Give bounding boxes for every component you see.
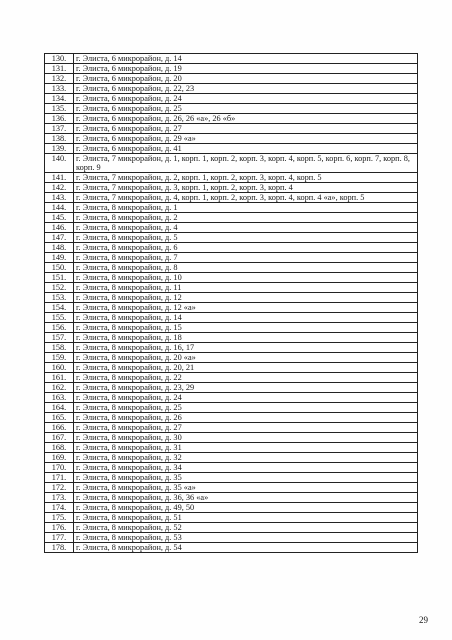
row-number: 177. — [45, 533, 74, 543]
row-address: г. Элиста, 6 микрорайон, д. 26, 26 «а», 26 «б» — [74, 114, 418, 124]
row-address: г. Элиста, 7 микрорайон, д. 4, корп. 1, корп. 2, корп. 3, корп. 4, корп. 4 «а», корп. 5 — [74, 193, 418, 203]
row-number: 162. — [45, 383, 74, 393]
row-address: г. Элиста, 8 микрорайон, д. 20 «а» — [74, 353, 418, 363]
row-number: 174. — [45, 503, 74, 513]
row-address: г. Элиста, 8 микрорайон, д. 11 — [74, 283, 418, 293]
table-row — [45, 173, 418, 183]
row-number: 167. — [45, 433, 74, 443]
row-address: г. Элиста, 8 микрорайон, д. 14 — [74, 313, 418, 323]
table-row — [45, 124, 418, 134]
table-row — [45, 243, 418, 253]
address-table — [44, 53, 418, 553]
row-address: г. Элиста, 8 микрорайон, д. 34 — [74, 463, 418, 473]
row-number: 176. — [45, 523, 74, 533]
table-row — [45, 54, 418, 64]
table-row — [45, 423, 418, 433]
row-address: г. Элиста, 8 микрорайон, д. 27 — [74, 423, 418, 433]
table-row — [45, 503, 418, 513]
row-address: г. Элиста, 8 микрорайон, д. 51 — [74, 513, 418, 523]
row-number: 159. — [45, 353, 74, 363]
row-address: г. Элиста, 8 микрорайон, д. 8 — [74, 263, 418, 273]
row-number: 148. — [45, 243, 74, 253]
table-row — [45, 353, 418, 363]
table-row — [45, 193, 418, 203]
row-number: 146. — [45, 223, 74, 233]
row-number: 137. — [45, 124, 74, 134]
row-number: 151. — [45, 273, 74, 283]
row-address: г. Элиста, 6 микрорайон, д. 24 — [74, 94, 418, 104]
row-address: г. Элиста, 8 микрорайон, д. 22 — [74, 373, 418, 383]
table-row — [45, 483, 418, 493]
row-number: 178. — [45, 543, 74, 553]
row-address: г. Элиста, 6 микрорайон, д. 20 — [74, 74, 418, 84]
row-address: г. Элиста, 8 микрорайон, д. 36, 36 «а» — [74, 493, 418, 503]
row-address: г. Элиста, 8 микрорайон, д. 24 — [74, 393, 418, 403]
row-address: г. Элиста, 8 микрорайон, д. 6 — [74, 243, 418, 253]
table-row — [45, 303, 418, 313]
table-row — [45, 293, 418, 303]
row-address: г. Элиста, 8 микрорайон, д. 26 — [74, 413, 418, 423]
row-address: г. Элиста, 6 микрорайон, д. 25 — [74, 104, 418, 114]
table-row — [45, 473, 418, 483]
row-number: 150. — [45, 263, 74, 273]
row-address: г. Элиста, 6 микрорайон, д. 14 — [74, 54, 418, 64]
row-number: 149. — [45, 253, 74, 263]
row-number: 138. — [45, 134, 74, 144]
table-row — [45, 94, 418, 104]
table-row — [45, 463, 418, 473]
table-row — [45, 213, 418, 223]
row-number: 152. — [45, 283, 74, 293]
row-number: 157. — [45, 333, 74, 343]
row-address: г. Элиста, 8 микрорайон, д. 32 — [74, 453, 418, 463]
row-address: г. Элиста, 8 микрорайон, д. 30 — [74, 433, 418, 443]
row-address: г. Элиста, 8 микрорайон, д. 15 — [74, 323, 418, 333]
row-address: г. Элиста, 8 микрорайон, д. 16, 17 — [74, 343, 418, 353]
row-number: 141. — [45, 173, 74, 183]
table-row — [45, 333, 418, 343]
row-address: г. Элиста, 8 микрорайон, д. 31 — [74, 443, 418, 453]
table-row — [45, 263, 418, 273]
table-row — [45, 393, 418, 403]
table-row — [45, 154, 418, 173]
row-number: 170. — [45, 463, 74, 473]
table-row — [45, 373, 418, 383]
row-number: 158. — [45, 343, 74, 353]
row-address: г. Элиста, 8 микрорайон, д. 25 — [74, 403, 418, 413]
row-number: 144. — [45, 203, 74, 213]
table-row — [45, 533, 418, 543]
row-address: г. Элиста, 8 микрорайон, д. 23, 29 — [74, 383, 418, 393]
row-number: 172. — [45, 483, 74, 493]
row-number: 133. — [45, 84, 74, 94]
table-row — [45, 134, 418, 144]
row-number: 135. — [45, 104, 74, 114]
row-address: г. Элиста, 8 микрорайон, д. 2 — [74, 213, 418, 223]
row-address: г. Элиста, 8 микрорайон, д. 1 — [74, 203, 418, 213]
row-address: г. Элиста, 8 микрорайон, д. 53 — [74, 533, 418, 543]
row-number: 153. — [45, 293, 74, 303]
row-number: 142. — [45, 183, 74, 193]
row-address: г. Элиста, 8 микрорайон, д. 20, 21 — [74, 363, 418, 373]
row-number: 145. — [45, 213, 74, 223]
row-number: 160. — [45, 363, 74, 373]
row-address: г. Элиста, 8 микрорайон, д. 52 — [74, 523, 418, 533]
row-number: 163. — [45, 393, 74, 403]
row-address: г. Элиста, 8 микрорайон, д. 35 — [74, 473, 418, 483]
row-number: 134. — [45, 94, 74, 104]
table-row — [45, 453, 418, 463]
page-number: 29 — [419, 615, 428, 625]
row-number: 155. — [45, 313, 74, 323]
row-address: г. Элиста, 8 микрорайон, д. 54 — [74, 543, 418, 553]
table-row — [45, 363, 418, 373]
row-number: 161. — [45, 373, 74, 383]
row-number: 169. — [45, 453, 74, 463]
row-number: 171. — [45, 473, 74, 483]
table-row — [45, 233, 418, 243]
table-row — [45, 64, 418, 74]
table-row — [45, 493, 418, 503]
table-row — [45, 413, 418, 423]
table-row — [45, 144, 418, 154]
table-row — [45, 253, 418, 263]
row-address: г. Элиста, 6 микрорайон, д. 29 «а» — [74, 134, 418, 144]
row-number: 173. — [45, 493, 74, 503]
table-row — [45, 433, 418, 443]
row-number: 143. — [45, 193, 74, 203]
table-row — [45, 203, 418, 213]
table-row — [45, 273, 418, 283]
row-address: г. Элиста, 7 микрорайон, д. 3, корп. 1, корп. 2, корп. 3, корп. 4 — [74, 183, 418, 193]
row-address: г. Элиста, 8 микрорайон, д. 35 «а» — [74, 483, 418, 493]
row-address: г. Элиста, 8 микрорайон, д. 4 — [74, 223, 418, 233]
address-table-body — [45, 54, 418, 553]
row-address: г. Элиста, 6 микрорайон, д. 19 — [74, 64, 418, 74]
row-number: 175. — [45, 513, 74, 523]
table-row — [45, 513, 418, 523]
row-address: г. Элиста, 8 микрорайон, д. 10 — [74, 273, 418, 283]
table-row — [45, 84, 418, 94]
table-row — [45, 114, 418, 124]
row-number: 165. — [45, 413, 74, 423]
row-address: г. Элиста, 7 микрорайон, д. 1, корп. 1, корп. 2, корп. 3, корп. 4, корп. 5, корп. 6, корп. 7, корп. 8, корп. 9 — [74, 154, 418, 173]
table-row — [45, 313, 418, 323]
row-number: 156. — [45, 323, 74, 333]
row-number: 147. — [45, 233, 74, 243]
row-address: г. Элиста, 8 микрорайон, д. 18 — [74, 333, 418, 343]
row-number: 131. — [45, 64, 74, 74]
table-row — [45, 523, 418, 533]
row-address: г. Элиста, 8 микрорайон, д. 7 — [74, 253, 418, 263]
row-address: г. Элиста, 6 микрорайон, д. 27 — [74, 124, 418, 134]
row-address: г. Элиста, 8 микрорайон, д. 5 — [74, 233, 418, 243]
row-number: 140. — [45, 154, 74, 173]
table-row — [45, 343, 418, 353]
table-row — [45, 183, 418, 193]
row-number: 154. — [45, 303, 74, 313]
table-row — [45, 104, 418, 114]
row-number: 136. — [45, 114, 74, 124]
table-row — [45, 403, 418, 413]
table-row — [45, 283, 418, 293]
table-row — [45, 443, 418, 453]
row-number: 132. — [45, 74, 74, 84]
row-address: г. Элиста, 6 микрорайон, д. 22, 23 — [74, 84, 418, 94]
row-number: 164. — [45, 403, 74, 413]
table-row — [45, 74, 418, 84]
row-address: г. Элиста, 8 микрорайон, д. 12 — [74, 293, 418, 303]
row-number: 130. — [45, 54, 74, 64]
table-row — [45, 323, 418, 333]
table-row — [45, 383, 418, 393]
row-address: г. Элиста, 8 микрорайон, д. 12 «а» — [74, 303, 418, 313]
row-number: 139. — [45, 144, 74, 154]
row-address: г. Элиста, 8 микрорайон, д. 49, 50 — [74, 503, 418, 513]
row-number: 168. — [45, 443, 74, 453]
row-address: г. Элиста, 6 микрорайон, д. 41 — [74, 144, 418, 154]
table-row — [45, 223, 418, 233]
row-number: 166. — [45, 423, 74, 433]
table-row — [45, 543, 418, 553]
row-address: г. Элиста, 7 микрорайон, д. 2, корп. 1, корп. 2, корп. 3, корп. 4, корп. 5 — [74, 173, 418, 183]
